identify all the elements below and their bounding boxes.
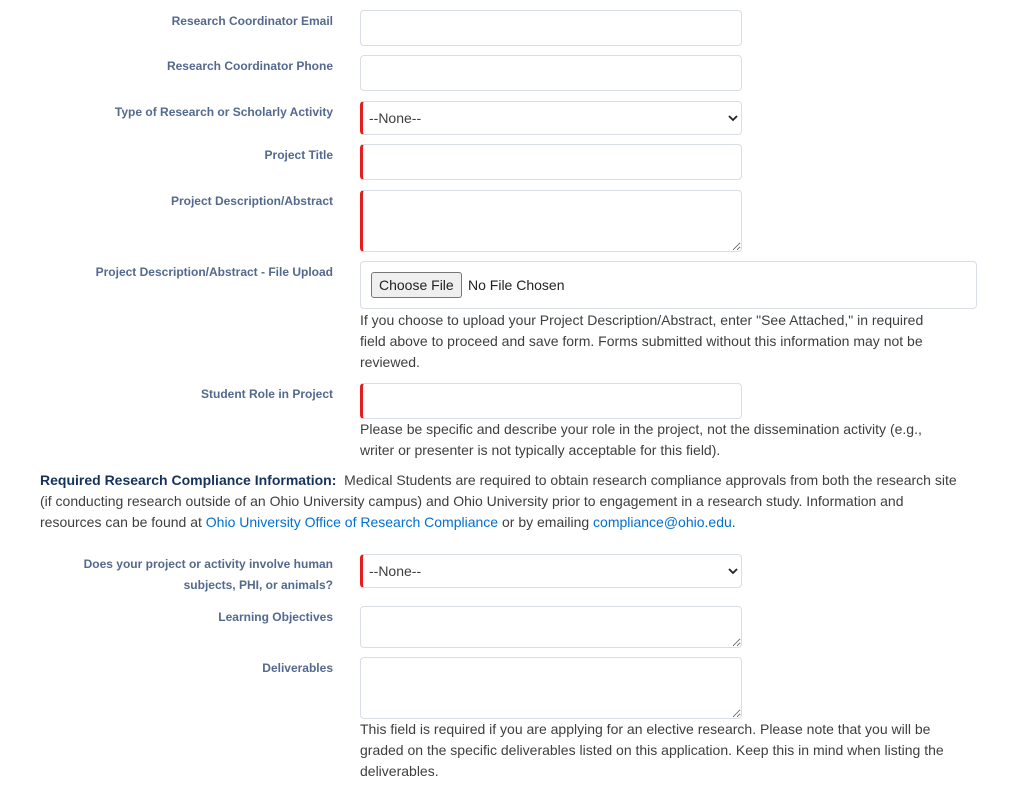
research-compliance-office-link[interactable]: Ohio University Office of Research Compliance [205,514,499,530]
compliance-text: (if conducting research outside of an Ohio University campus) and Ohio University prior to engagement in a research study. Information and [40,493,904,509]
project-description-textarea[interactable] [360,190,742,252]
coordinator-email-label: Research Coordinator Email [171,14,333,28]
deliverables-help-line: deliverables. [360,763,439,779]
project-title-input[interactable] [360,144,742,180]
human-subjects-label-line: subjects, PHI, or animals? [183,578,333,592]
file-upload-box [360,261,977,309]
learning-objectives-label: Learning Objectives [218,610,333,624]
coordinator-phone-input[interactable] [360,55,742,91]
compliance-text: . [731,514,736,530]
file-upload-label: Project Description/Abstract - File Upload [95,265,333,279]
coordinator-email-input[interactable] [360,10,742,46]
deliverables-help-line: graded on the specific deliverables listed on this application. Keep this in mind when listing the [360,742,944,758]
compliance-text: or by emailing [498,514,594,530]
student-role-help-line: Please be specific and describe your role in the project, not the dissemination activity (e.g., [360,421,922,437]
choose-file-button[interactable]: Choose File [371,272,462,298]
file-upload-help-line: reviewed. [360,354,420,370]
student-role-label: Student Role in Project [200,387,333,401]
learning-objectives-textarea[interactable] [360,606,742,648]
deliverables-help-line: This field is required if you are applying for an elective research. Please note that you will be [360,721,931,737]
file-upload-help-line: If you choose to upload your Project Description/Abstract, enter "See Attached," in required [360,312,924,328]
project-description-label: Project Description/Abstract [170,194,333,208]
file-upload-help [360,310,923,373]
research-type-label: Type of Research or Scholarly Activity [114,105,333,119]
human-subjects-label-line: Does your project or activity involve human [83,557,333,571]
project-title-label: Project Title [264,148,333,162]
research-type-select[interactable] [360,101,742,135]
file-status-text: No File Chosen [468,277,565,293]
compliance-email-link[interactable]: compliance@ohio.edu [593,514,732,530]
compliance-info [40,470,995,533]
compliance-heading: Required Research Compliance Information: [40,472,337,488]
file-upload-help-line: field above to proceed and save form. Forms submitted without this information may not be [360,333,923,349]
student-role-help-line: writer or presenter is not typically acceptable for this field). [360,442,721,458]
coordinator-phone-label: Research Coordinator Phone [166,59,333,73]
deliverables-label: Deliverables [262,661,333,675]
human-subjects-label [23,554,333,596]
deliverables-textarea[interactable] [360,657,742,719]
deliverables-help [360,719,944,782]
human-subjects-select[interactable] [360,554,742,588]
compliance-text: resources can be found at [40,514,206,530]
student-role-input[interactable] [360,383,742,419]
student-role-help [360,419,922,461]
compliance-text: Medical Students are required to obtain research compliance approvals from both the research site [336,472,957,488]
